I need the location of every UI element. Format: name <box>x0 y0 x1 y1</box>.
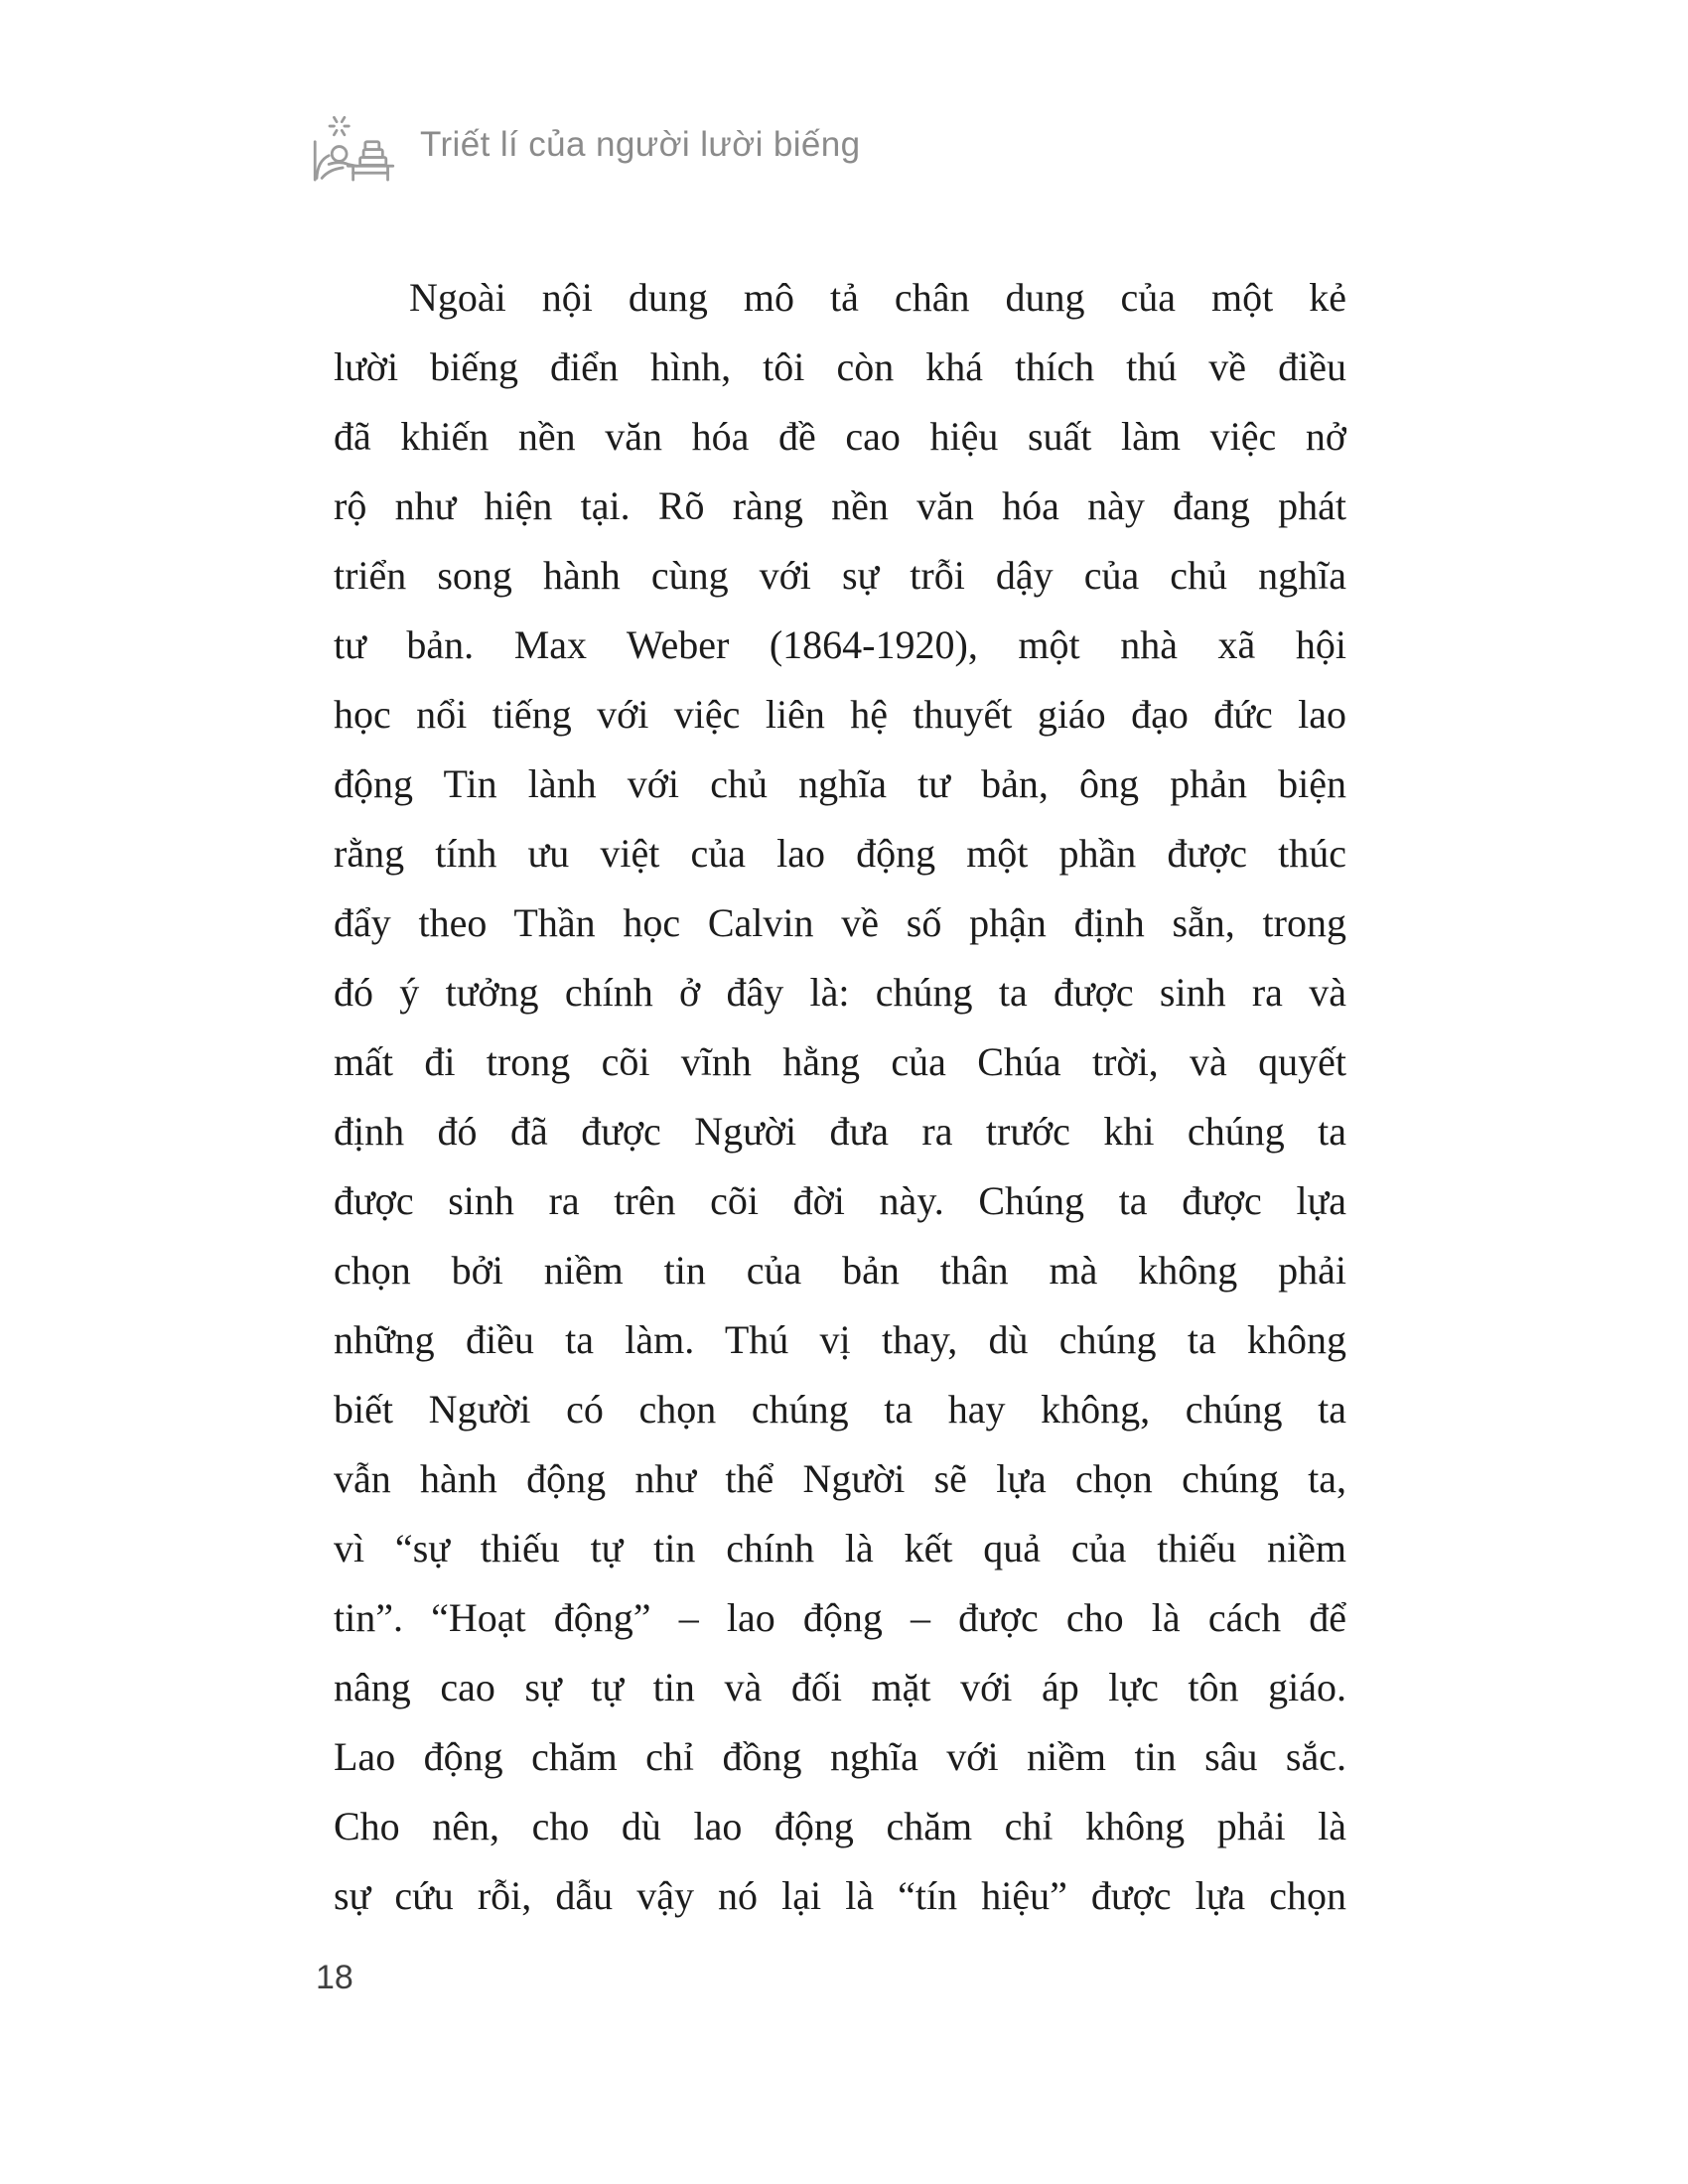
text-line: động Tin lành với chủ nghĩa tư bản, ông phản biện <box>334 761 1346 806</box>
text-line: những điều ta làm. Thú vị thay, dù chúng ta không <box>334 1317 1346 1362</box>
text-line: học nổi tiếng với việc liên hệ thuyết giáo đạo đức lao <box>334 692 1346 737</box>
text-line: triển song hành cùng với sự trỗi dậy của chủ nghĩa <box>334 553 1346 598</box>
text-line: Cho nên, cho dù lao động chăm chỉ không phải là <box>334 1804 1346 1848</box>
text-line: mất đi trong cõi vĩnh hằng của Chúa trời, và quyết <box>334 1039 1346 1084</box>
text-line: được sinh ra trên cõi đời này. Chúng ta được lựa <box>334 1178 1346 1223</box>
running-header <box>303 109 861 185</box>
text-line: vì “sự thiếu tự tin chính là kết quả của thiếu niềm <box>334 1526 1346 1570</box>
text-line: rằng tính ưu việt của lao động một phần được thúc <box>334 831 1346 876</box>
body-paragraph <box>334 263 1346 1931</box>
text-line: rộ như hiện tại. Rõ ràng nền văn hóa này đang phát <box>334 483 1346 528</box>
text-line: tin”. “Hoạt động” – lao động – được cho là cách để <box>334 1595 1346 1640</box>
text-line: lười biếng điển hình, tôi còn khá thích thú về điều <box>334 344 1346 389</box>
text-line: tư bản. Max Weber (1864-1920), một nhà xã hội <box>334 622 1346 667</box>
text-line: vẫn hành động như thể Người sẽ lựa chọn chúng ta, <box>334 1456 1346 1501</box>
running-header-title: Triết lí của người lười biếng <box>420 125 861 164</box>
text-line: Ngoài nội dung mô tả chân dung của một kẻ <box>409 275 1346 320</box>
page-number: 18 <box>316 1959 353 1996</box>
text-line: đẩy theo Thần học Calvin về số phận định sẵn, trong <box>334 900 1346 945</box>
text-line: chọn bởi niềm tin của bản thân mà không phải <box>334 1248 1346 1293</box>
text-line: nâng cao sự tự tin và đối mặt với áp lực tôn giáo. <box>334 1665 1346 1709</box>
text-line: Lao động chăm chỉ đồng nghĩa với niềm tin sâu sắc. <box>334 1734 1346 1779</box>
text-line: biết Người có chọn chúng ta hay không, chúng ta <box>334 1387 1346 1432</box>
text-line: định đó đã được Người đưa ra trước khi chúng ta <box>334 1109 1346 1154</box>
text-line: đã khiến nền văn hóa đề cao hiệu suất làm việc nở <box>334 414 1346 459</box>
text-line: sự cứu rỗi, dẫu vậy nó lại là “tín hiệu” được lựa chọn <box>334 1873 1346 1918</box>
tired-person-at-desk-icon <box>303 111 398 183</box>
text-line: đó ý tưởng chính ở đây là: chúng ta được sinh ra và <box>334 970 1346 1015</box>
